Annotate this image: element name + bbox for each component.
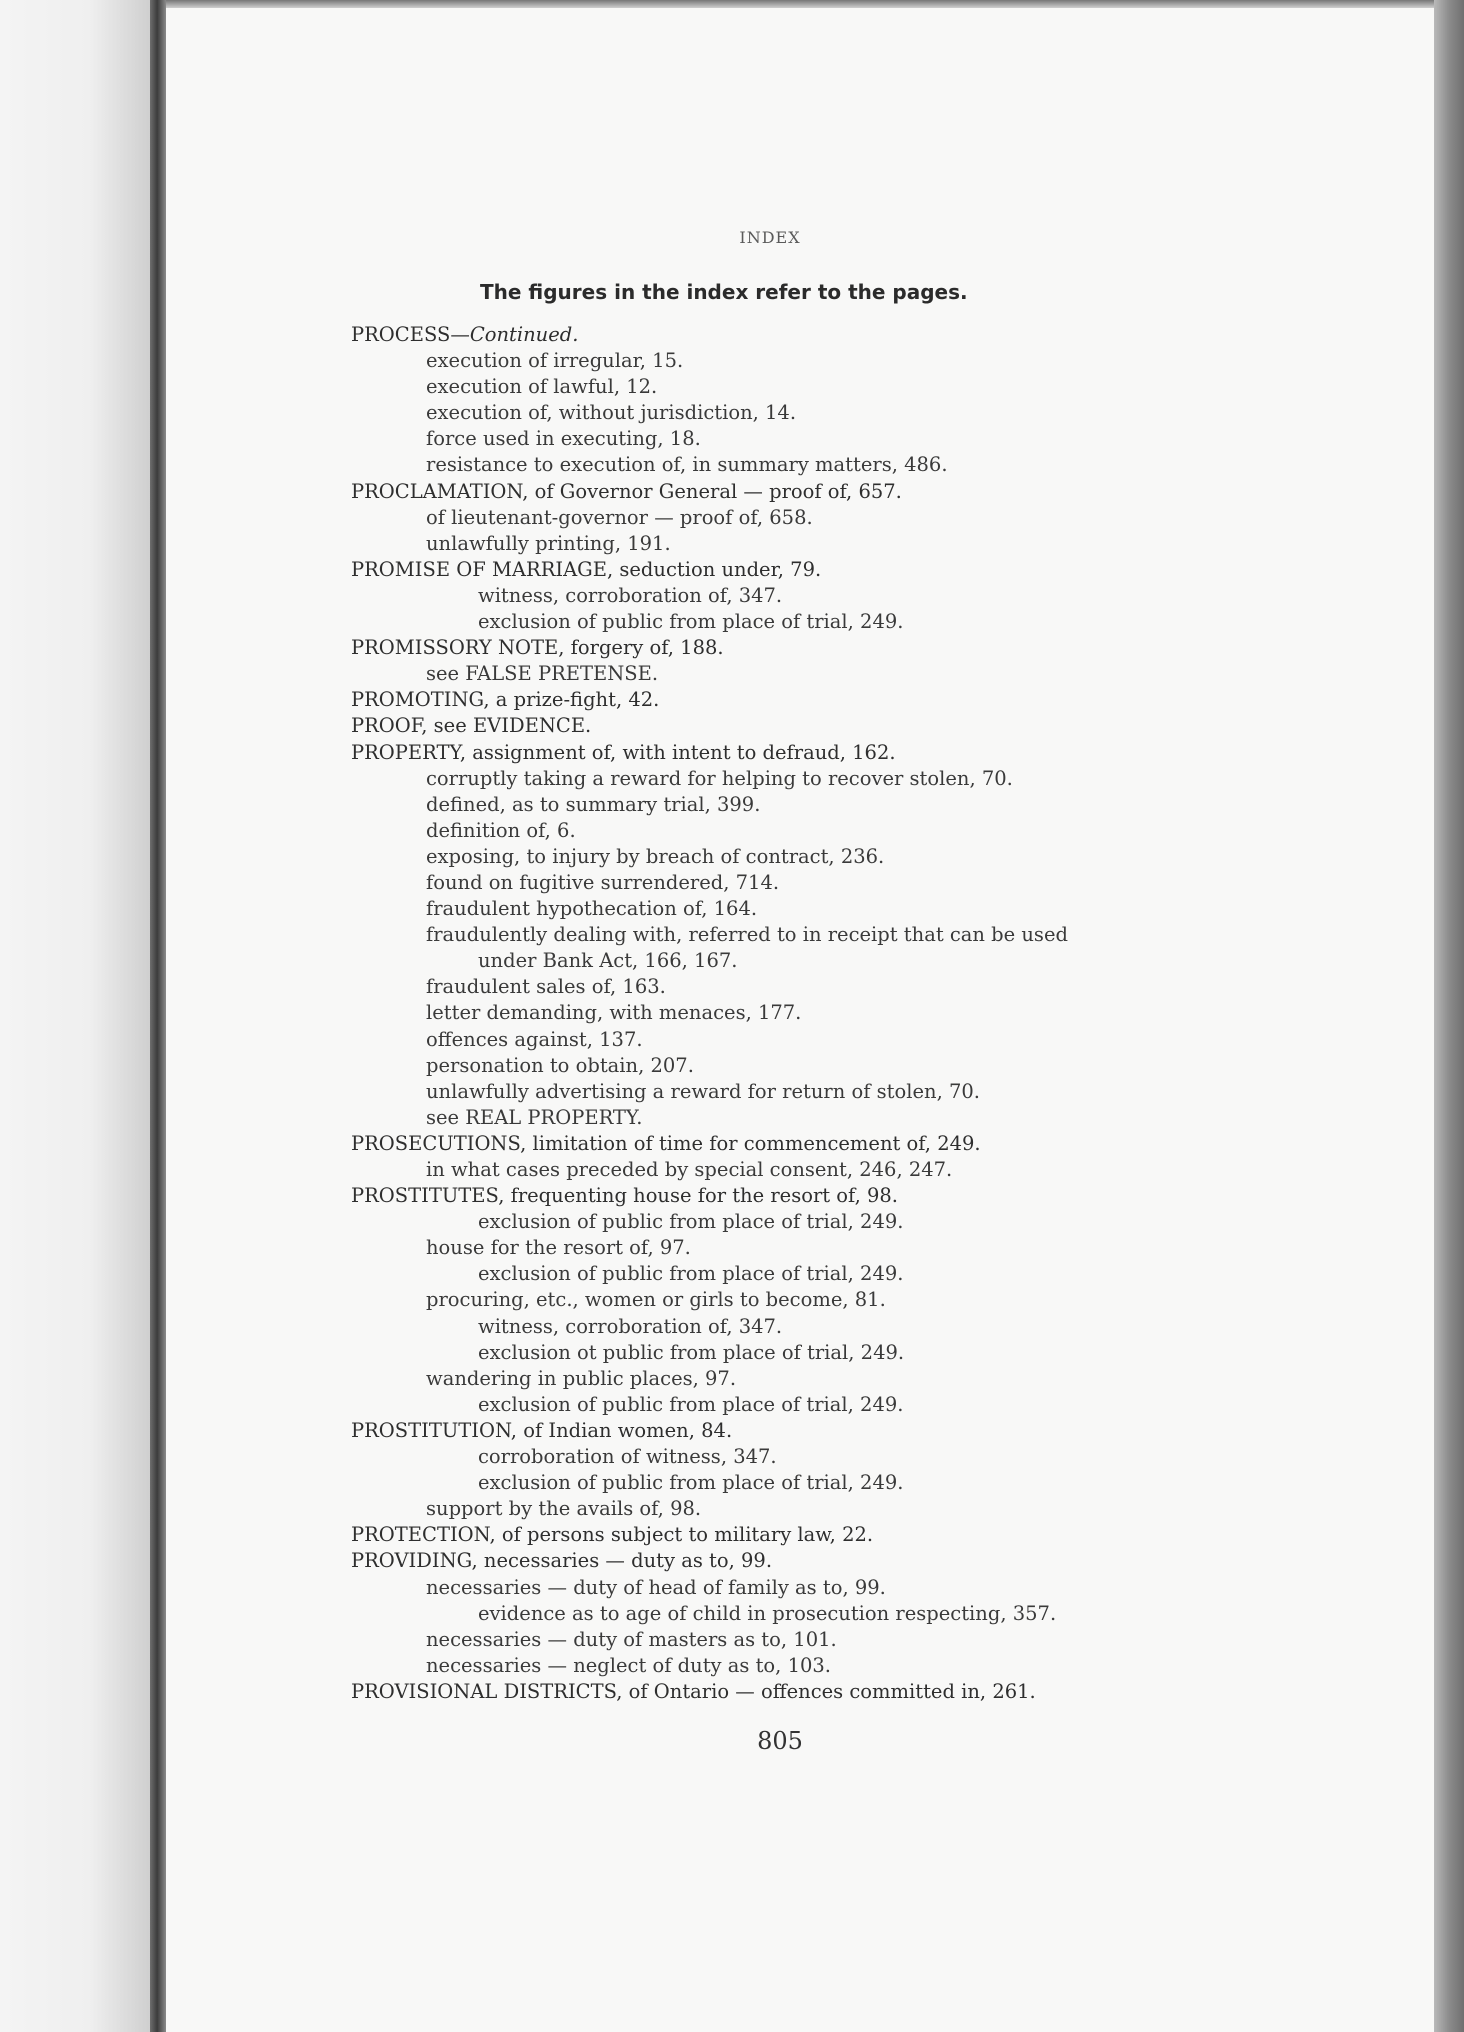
- entry-text: PROPERTY, assignment of, with intent to defraud, 162.: [351, 740, 896, 764]
- entry-text: witness, corroboration of, 347.: [478, 1314, 783, 1338]
- index-subentry: [351, 844, 1351, 870]
- index-subentry: [351, 583, 1351, 609]
- index-heading: [351, 479, 1351, 505]
- index-subentry: [351, 948, 1351, 974]
- entry-text: found on fugitive surrendered, 714.: [426, 870, 780, 894]
- index-subentry: [351, 766, 1351, 792]
- entry-text: personation to obtain, 207.: [426, 1053, 694, 1077]
- entry-text: procuring, etc., women or girls to become, 81.: [426, 1288, 886, 1312]
- entry-text: see REAL PROPERTY.: [426, 1105, 643, 1129]
- index-heading: [351, 1522, 1351, 1548]
- index-entries: [351, 322, 1351, 1705]
- entry-text: PROCLAMATION, of Governor General — proof of, 657.: [351, 479, 902, 503]
- entry-text: PROCESS—: [351, 323, 470, 346]
- entry-text: fraudulent hypothecation of, 164.: [426, 897, 758, 921]
- entry-text: PROVIDING, necessaries — duty as to, 99.: [351, 1549, 773, 1573]
- index-subentry: [351, 1601, 1351, 1627]
- index-subentry: [351, 1627, 1351, 1653]
- entry-text: house for the resort of, 97.: [426, 1236, 691, 1260]
- entry-text: unlawfully advertising a reward for return of stolen, 70.: [426, 1079, 980, 1103]
- index-subentry: [351, 1261, 1351, 1287]
- entry-text: PROVISIONAL DISTRICTS, of Ontario — offences committed in, 261.: [351, 1679, 1036, 1703]
- entry-text: fraudulent sales of, 163.: [426, 975, 666, 999]
- entry-text: support by the avails of, 98.: [426, 1497, 702, 1521]
- index-subentry: [351, 1000, 1351, 1026]
- entry-text: exclusion of public from place of trial, 249.: [478, 1471, 904, 1495]
- entry-text: defined, as to summary trial, 399.: [426, 792, 761, 816]
- index-subentry: [351, 1235, 1351, 1261]
- entry-text: exclusion of public from place of trial, 249.: [478, 610, 904, 634]
- index-subentry: [351, 1287, 1351, 1313]
- entry-text: exposing, to injury by breach of contract, 236.: [426, 844, 885, 868]
- entry-text: in what cases preceded by special consent, 246, 247.: [426, 1158, 953, 1181]
- index-heading: [351, 1548, 1351, 1574]
- index-subentry: [351, 1470, 1351, 1496]
- index-heading: [351, 687, 1351, 713]
- continued-label: Continued.: [469, 323, 579, 346]
- page-fore-edge: [1434, 0, 1464, 2032]
- index-heading: [351, 635, 1351, 661]
- entry-text: evidence as to age of child in prosecution respecting, 357.: [478, 1601, 1057, 1625]
- entry-text: PROMISSORY NOTE, forgery of, 188.: [351, 636, 724, 660]
- entry-text: necessaries — neglect of duty as to, 103.: [426, 1653, 831, 1677]
- index-heading: [351, 740, 1351, 766]
- index-subentry: [351, 1079, 1351, 1105]
- page-number: 805: [757, 1727, 803, 1755]
- index-note: The figures in the index refer to the pages.: [480, 280, 968, 304]
- index-subentry: [351, 792, 1351, 818]
- entry-text: force used in executing, 18.: [426, 427, 701, 451]
- index-subentry: [351, 1105, 1351, 1131]
- entry-text: PROTECTION, of persons subject to military law, 22.: [351, 1523, 874, 1547]
- entry-text: PROSTITUTES, frequenting house for the resort of, 98.: [351, 1184, 898, 1208]
- entry-text: PROSECUTIONS, limitation of time for commencement of, 249.: [351, 1131, 981, 1155]
- entry-text: PROSTITUTION, of Indian women, 84.: [351, 1418, 733, 1442]
- index-subentry: [351, 1027, 1351, 1053]
- entry-text: PROMOTING, a prize-fight, 42.: [351, 688, 660, 712]
- entry-text: necessaries — duty of head of family as to, 99.: [426, 1575, 886, 1599]
- index-subentry: [351, 609, 1351, 635]
- index-subentry: [351, 1496, 1351, 1522]
- entry-text: letter demanding, with menaces, 177.: [426, 1001, 802, 1025]
- entry-text: execution of lawful, 12.: [426, 375, 658, 399]
- index-heading: [351, 1183, 1351, 1209]
- entry-text: wandering in public places, 97.: [426, 1366, 737, 1390]
- index-subentry: [351, 1392, 1351, 1418]
- entry-text: offences against, 137.: [426, 1027, 643, 1051]
- index-subentry: [351, 374, 1351, 400]
- entry-text: PROOF, see EVIDENCE.: [351, 714, 592, 738]
- index-subentry: [351, 1157, 1351, 1183]
- index-heading: [351, 1131, 1351, 1157]
- index-subentry: [351, 1575, 1351, 1601]
- entry-text: corruptly taking a reward for helping to recover stolen, 70.: [426, 766, 1013, 790]
- index-subentry: [351, 400, 1351, 426]
- index-heading: [351, 1679, 1351, 1705]
- index-subentry: [351, 452, 1351, 478]
- entry-text: see FALSE PRETENSE.: [426, 662, 659, 686]
- index-subentry: [351, 1653, 1351, 1679]
- index-subentry: [351, 505, 1351, 531]
- index-subentry: [351, 1314, 1351, 1340]
- entry-text: execution of, without jurisdiction, 14.: [426, 401, 797, 425]
- index-subentry: [351, 531, 1351, 557]
- index-subentry: [351, 870, 1351, 896]
- index-subentry: [351, 426, 1351, 452]
- index-subentry: [351, 1366, 1351, 1392]
- entry-text: resistance to execution of, in summary matters, 486.: [426, 453, 948, 477]
- facing-page-edge: [0, 0, 150, 2032]
- index-heading: [351, 713, 1351, 739]
- index-subentry: [351, 348, 1351, 374]
- index-subentry: [351, 661, 1351, 687]
- index-subentry: [351, 1340, 1351, 1366]
- index-heading: [351, 322, 1351, 348]
- index-subentry: [351, 1444, 1351, 1470]
- index-heading: [351, 1418, 1351, 1444]
- entry-text: PROMISE OF MARRIAGE, seduction under, 79.: [351, 557, 822, 581]
- entry-text: fraudulently dealing with, referred to in receipt that can be used: [426, 923, 1068, 947]
- entry-text: unlawfully printing, 191.: [426, 531, 671, 555]
- index-subentry: [351, 1053, 1351, 1079]
- book-gutter: [150, 0, 166, 2032]
- entry-text: definition of, 6.: [426, 818, 576, 842]
- running-head: INDEX: [739, 228, 801, 247]
- index-subentry: [351, 922, 1351, 948]
- entry-text: exclusion of public from place of trial, 249.: [478, 1392, 904, 1416]
- index-subentry: [351, 896, 1351, 922]
- entry-text: necessaries — duty of masters as to, 101.: [426, 1627, 837, 1651]
- index-heading: [351, 557, 1351, 583]
- index-subentry: [351, 818, 1351, 844]
- page-top-shadow: [166, 0, 1434, 8]
- entry-text: exclusion of public from place of trial, 249.: [478, 1262, 904, 1286]
- index-subentry: [351, 1209, 1351, 1235]
- entry-text: witness, corroboration of, 347.: [478, 583, 783, 607]
- entry-text: exclusion of public from place of trial, 249.: [478, 1210, 904, 1234]
- entry-text: corroboration of witness, 347.: [478, 1445, 777, 1469]
- entry-text: of lieutenant-governor — proof of, 658.: [426, 505, 813, 529]
- entry-text: execution of irregular, 15.: [426, 349, 684, 373]
- index-subentry: [351, 974, 1351, 1000]
- entry-text: under Bank Act, 166, 167.: [478, 949, 738, 973]
- entry-text: exclusion ot public from place of trial, 249.: [478, 1340, 905, 1364]
